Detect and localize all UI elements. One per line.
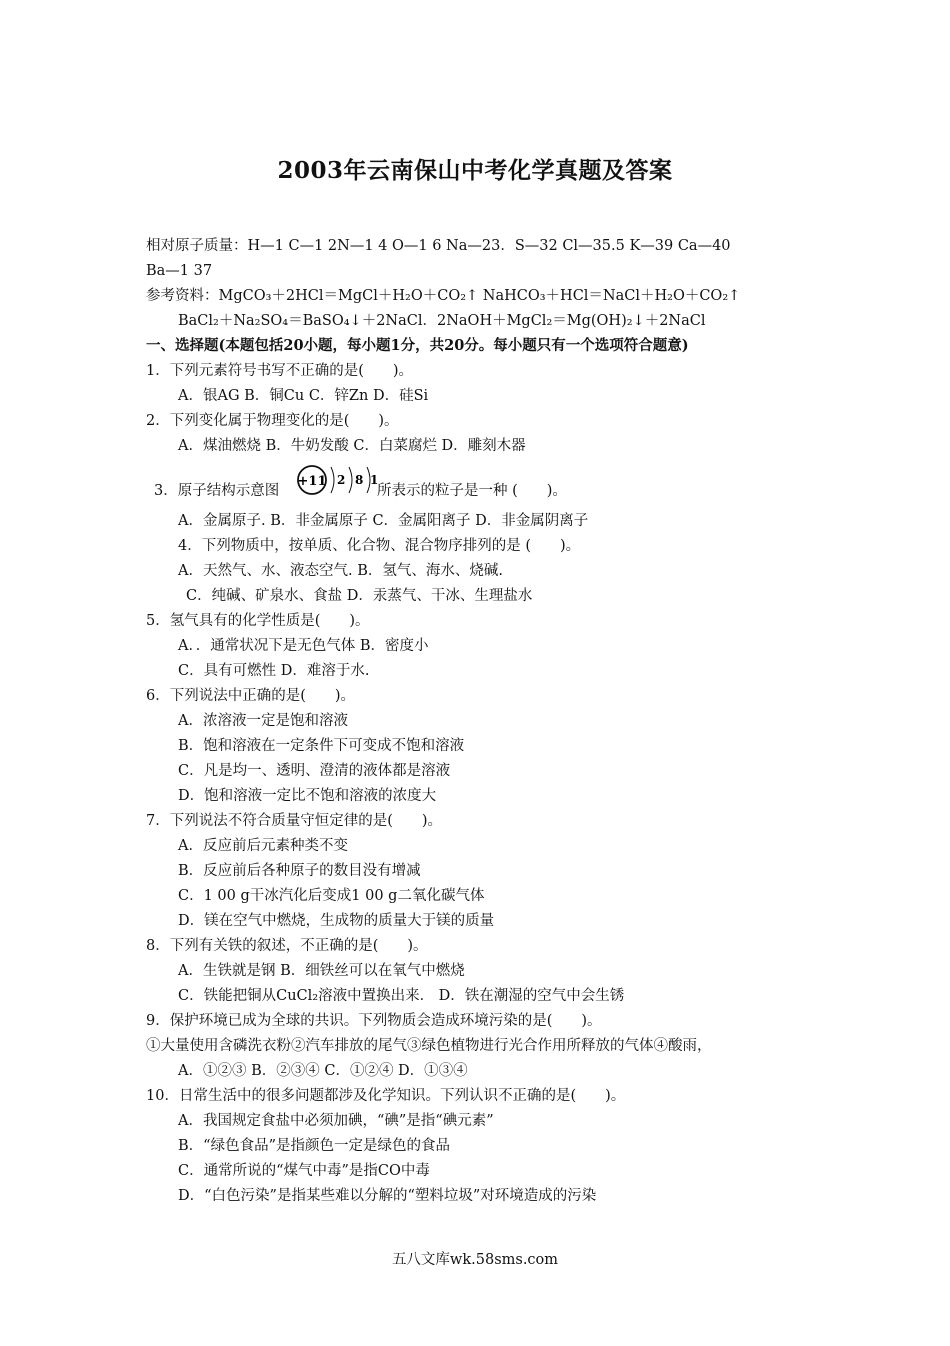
section-heading: 一、选择题(本题包括20小题，每小题1分，共20分。每小题只有一个选项符合题意): [146, 337, 689, 354]
shell-arc-1: [331, 467, 334, 493]
question-10-stem: 10．日常生活中的很多问题都涉及化学知识。下列认识不正确的是( )。: [146, 1088, 626, 1104]
question-4-options-2: C．纯碱、矿泉水、食盐 D．汞蒸气、干冰、生理盐水: [186, 588, 533, 604]
question-7-option-c: C．1 00 g干冰汽化后变成1 00 g二氧化碳气体: [178, 888, 485, 904]
shell-arc-2: [349, 467, 352, 493]
question-6-option-b: B．饱和溶液在一定条件下可变成不饱和溶液: [178, 738, 465, 754]
reference-line-2: BaCl₂＋Na₂SO₄＝BaSO₄↓＋2NaCl．2NaOH＋MgCl₂＝Mg(OH)₂↓＋2NaCl: [178, 313, 706, 329]
question-10-option-b: B．“绿色食品”是指颜色一定是绿色的食品: [178, 1138, 450, 1154]
question-7-option-d: D．镁在空气中燃烧，生成物的质量大于镁的质量: [178, 913, 495, 929]
question-8-options-2: C．铁能把铜从CuCl₂溶液中置换出来． D．铁在潮湿的空气中会生锈: [178, 988, 625, 1004]
reference-line-1: 参考资料：MgCO₃＋2HCl＝MgCl＋H₂O＋CO₂↑ NaHCO₃＋HCl＝NaCl＋H₂O＋CO₂↑: [146, 288, 741, 304]
question-8-options-1: A．生铁就是钢 B．细铁丝可以在氧气中燃烧: [178, 963, 465, 979]
question-4-options-1: A．天然气、水、液态空气. B．氢气、海水、烧碱.: [178, 563, 503, 579]
question-9-items: ①大量使用含磷洗衣粉②汽车排放的尾气③绿色植物进行光合作用所释放的气体④酸雨，: [146, 1038, 712, 1054]
question-2-options: A．煤油燃烧 B．牛奶发酸 C．白菜腐烂 D．雕刻木器: [178, 438, 526, 454]
question-10-option-c: C．通常所说的“煤气中毒”是指CO中毒: [178, 1163, 430, 1179]
question-6-stem: 6．下列说法中正确的是( )。: [146, 688, 356, 704]
page-footer: 五八文库wk.58sms.com: [391, 1252, 559, 1268]
atomic-mass-line-2: Ba—1 37: [146, 263, 213, 279]
atom-structure-diagram: [297, 463, 379, 499]
question-5-options-1: A．．通常状况下是无色气体 B．密度小: [178, 638, 429, 654]
atomic-mass-line-1: 相对原子质量：H—1 C—1 2N—1 4 O—1 6 Na—23．S—32 Cl—35.5 K—39 Ca—40: [146, 238, 731, 254]
question-6-option-c: C．凡是均一、透明、澄清的液体都是溶液: [178, 763, 451, 779]
shell-electrons-3: 1: [370, 473, 379, 487]
page-title: 2003年云南保山中考化学真题及答案: [277, 157, 673, 184]
question-3-stem-a: 3．原子结构示意图: [154, 483, 280, 499]
question-4-stem: 4．下列物质中，按单质、化合物、混合物序排列的是 ( )。: [178, 538, 581, 554]
question-7-stem: 7．下列说法不符合质量守恒定律的是( )。: [146, 813, 443, 829]
question-3-options: A．金属原子. B．非金属原子 C．金属阳离子 D．非金属阴离子: [178, 513, 589, 529]
question-9-options: A．①②③ B．②③④ C．①②④ D．①③④: [178, 1063, 468, 1079]
question-7-option-a: A．反应前后元素种类不变: [178, 838, 348, 854]
question-2-stem: 2．下列变化属于物理变化的是( )。: [146, 413, 399, 429]
question-10-option-a: A．我国规定食盐中必须加碘，“碘”是指“碘元素”: [178, 1113, 494, 1129]
question-10-option-d: D．“白色污染”是指某些难以分解的“塑料垃圾”对环境造成的污染: [178, 1188, 597, 1204]
shell-electrons-1: 2: [337, 473, 346, 487]
question-1-stem: 1．下列元素符号书写不正确的是( )。: [146, 363, 414, 379]
question-5-stem: 5．氢气具有的化学性质是( )。: [146, 613, 370, 629]
question-3-stem-b: 所表示的粒子是一种 ( )。: [377, 483, 567, 499]
question-9-stem: 9．保护环境已成为全球的共识。下列物质会造成环境污染的是( )。: [146, 1013, 602, 1029]
question-6-option-a: A．浓溶液一定是饱和溶液: [178, 713, 348, 729]
question-7-option-b: B．反应前后各种原子的数目没有增减: [178, 863, 421, 879]
question-5-options-2: C．具有可燃性 D．难溶于水.: [178, 663, 370, 679]
question-8-stem: 8．下列有关铁的叙述，不正确的是( )。: [146, 938, 428, 954]
nucleus-charge: +11: [297, 474, 327, 489]
shell-electrons-2: 8: [355, 473, 364, 487]
question-6-option-d: D．饱和溶液一定比不饱和溶液的浓度大: [178, 788, 437, 804]
question-1-options: A．银AG B．铜Cu C．锌Zn D．硅Si: [178, 388, 429, 404]
